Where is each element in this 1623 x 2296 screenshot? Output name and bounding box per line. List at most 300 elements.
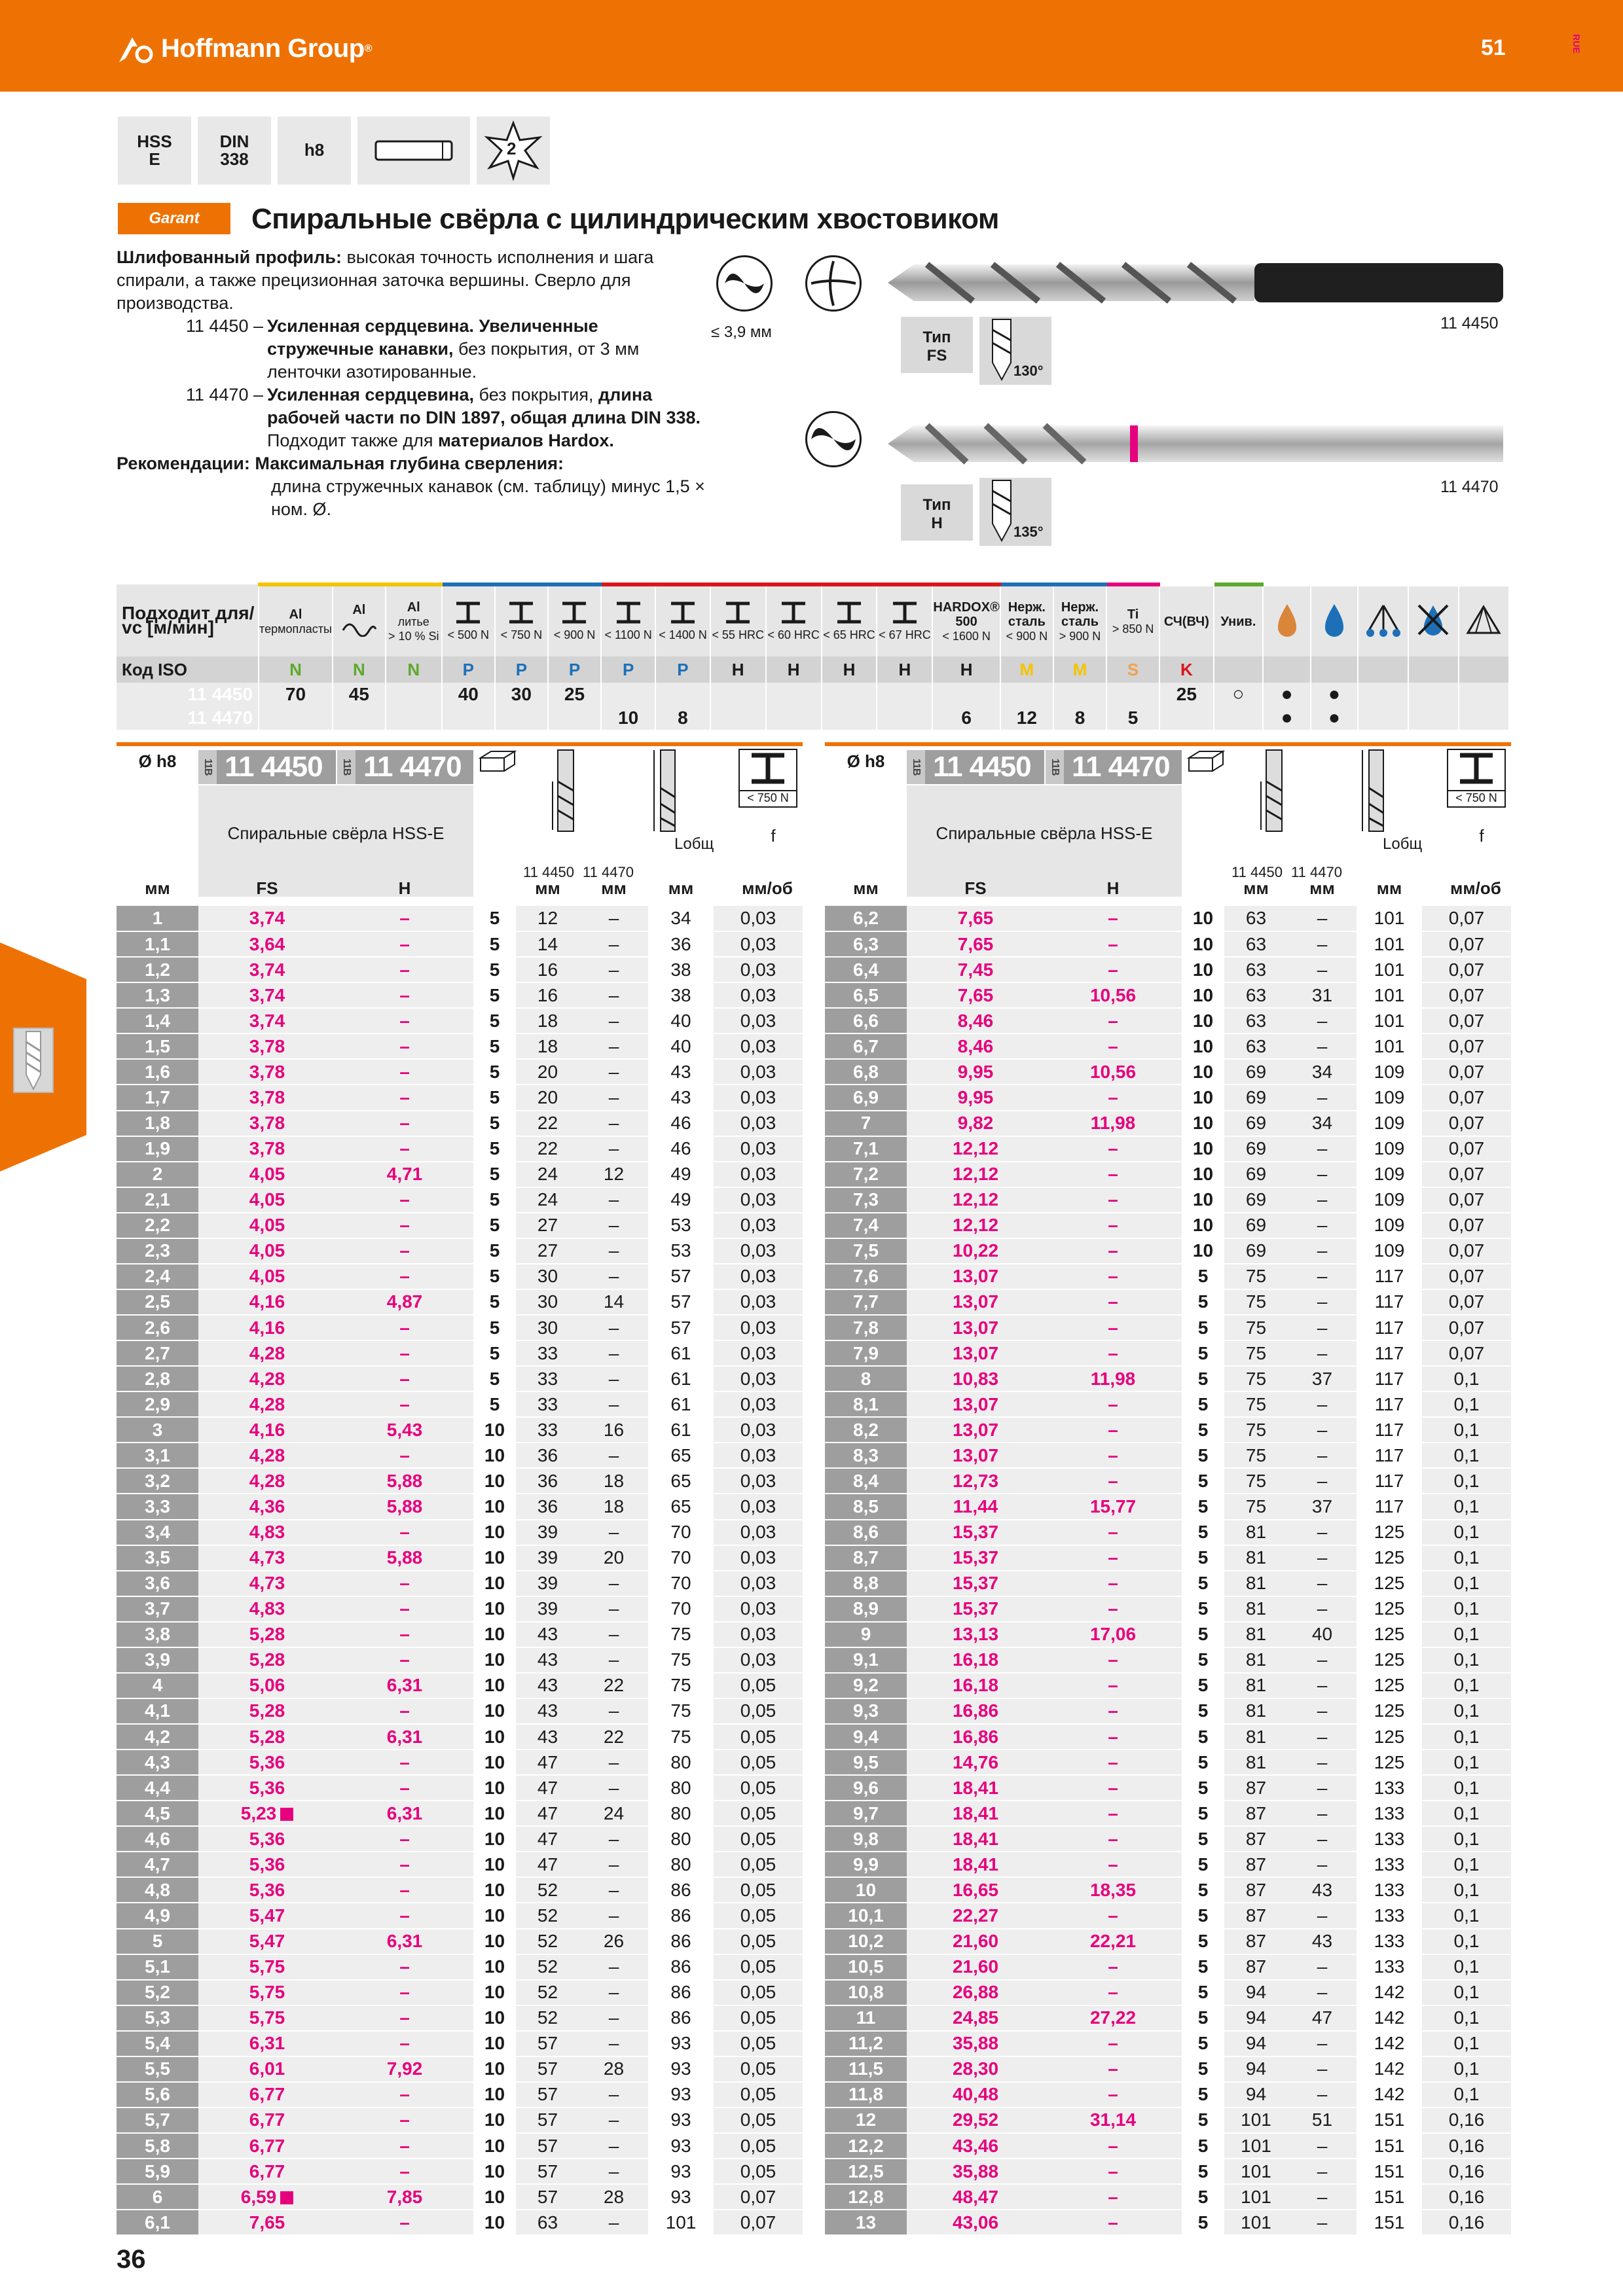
flute-length-114470-cell: 37 — [1288, 1494, 1357, 1519]
flute-length-114470-cell: – — [1288, 1545, 1357, 1571]
pack-qty-cell: 5 — [1182, 1801, 1224, 1826]
material-column-7 — [655, 584, 710, 656]
price-h-cell: – — [336, 2133, 473, 2159]
pack-qty-cell: 10 — [473, 1443, 516, 1468]
table-row — [825, 1545, 1511, 1571]
flute-length-114470-cell: – — [579, 1059, 648, 1085]
total-length-cell: 65 — [648, 1443, 714, 1468]
table-row — [117, 1571, 803, 1596]
total-length-cell: 142 — [1357, 2005, 1422, 2031]
price-h-cell: – — [1044, 1315, 1182, 1340]
diameter-cell: 4,9 — [117, 1903, 198, 1928]
flute-length-114470-cell: – — [1288, 1213, 1357, 1238]
feed-cell: 0,1 — [1422, 1366, 1511, 1391]
standard-badge: DIN 338 — [198, 117, 271, 185]
total-length-cell: 86 — [648, 1877, 714, 1903]
flute-length-114450-cell: 63 — [1224, 906, 1288, 931]
product-name: Спиральные свёрла HSS-E — [936, 823, 1153, 843]
flute-length-114450-cell: 27 — [516, 1213, 579, 1238]
diameter-cell: 7,7 — [825, 1289, 907, 1315]
flute-length-114450-cell: 47 — [516, 1749, 579, 1775]
flute-length-114470-cell: – — [1288, 1826, 1357, 1852]
diameter-cell: 9,9 — [825, 1852, 907, 1877]
column-title: Al — [352, 603, 366, 617]
price-h-cell: – — [336, 982, 473, 1008]
table-row — [117, 1673, 803, 1698]
price-h-cell: – — [1044, 1596, 1182, 1622]
article-114450-header — [198, 750, 336, 784]
price-h-cell: – — [336, 1520, 473, 1545]
flute-length-114470-cell: – — [1288, 1289, 1357, 1315]
unit-label: FS — [256, 878, 278, 898]
unit-label: мм — [145, 878, 170, 898]
price-h-cell: – — [1044, 1954, 1182, 1980]
price-fs-cell: 5,36 — [198, 1852, 336, 1877]
unit-label: мм — [668, 878, 694, 898]
pack-qty-cell: 5 — [1182, 1494, 1224, 1519]
suitability-value — [822, 683, 877, 706]
feed-cell: 0,05 — [714, 1826, 803, 1852]
column-subtitle: > 900 N — [1059, 629, 1101, 643]
diameter-cell: 9,3 — [825, 1698, 907, 1724]
price-h-cell: 31,14 — [1044, 2108, 1182, 2133]
table-row — [825, 906, 1511, 931]
pack-qty-cell: 10 — [473, 1852, 516, 1877]
unit-label: мм — [1309, 878, 1335, 898]
feed-cell: 0,07 — [1422, 1111, 1511, 1136]
table-row — [825, 1980, 1511, 2005]
flute-length-114470-cell: – — [579, 1033, 648, 1059]
diameter-cell: 8,3 — [825, 1443, 907, 1468]
table-row — [825, 1775, 1511, 1801]
total-length-cell: 40 — [648, 1033, 714, 1059]
table-row — [825, 1111, 1511, 1136]
pack-qty-cell: 5 — [473, 1162, 516, 1187]
column-subtitle: < 60 HRC — [767, 628, 820, 641]
feed-cell: 0,07 — [1422, 1059, 1511, 1085]
suitability-value — [601, 683, 655, 706]
diameter-cell: 8,1 — [825, 1391, 907, 1417]
diameter-cell: 11,2 — [825, 2031, 907, 2056]
price-h-cell: – — [1044, 931, 1182, 957]
table-row — [825, 1085, 1511, 1110]
flute-length-114470-cell: – — [579, 1187, 648, 1213]
flute-length-114470-cell: – — [579, 1954, 648, 1980]
suitability-value: 45 — [333, 683, 386, 706]
article-tag: 11B — [337, 750, 356, 784]
price-fs-cell: 7,65 — [907, 931, 1044, 957]
diameter-cell: 10,1 — [825, 1903, 907, 1928]
pack-qty-cell: 10 — [1182, 1238, 1224, 1264]
feed-cell: 0,05 — [714, 2056, 803, 2082]
feed-cell: 0,03 — [714, 1571, 803, 1596]
feed-cell: 0,05 — [714, 1801, 803, 1826]
flute-length-114470-cell: 26 — [579, 1929, 648, 1954]
price-fs-cell: 9,95 — [907, 1059, 1044, 1085]
table-row — [117, 1647, 803, 1673]
feed-cell: 0,03 — [714, 1213, 803, 1238]
flute-length-114470-cell: – — [1288, 1443, 1357, 1468]
table-row — [825, 1903, 1511, 1928]
price-h-cell: – — [336, 1187, 473, 1213]
iso-code-6: P — [601, 656, 655, 683]
price-h-cell: – — [1044, 2031, 1182, 2056]
total-length-cell: 133 — [1357, 1852, 1422, 1877]
table-row — [117, 1852, 803, 1877]
table-row — [117, 1775, 803, 1801]
flute-length-114470-cell: – — [579, 1264, 648, 1289]
price-fs-cell: 9,95 — [907, 1085, 1044, 1110]
drill-section-icon — [13, 1028, 54, 1093]
material-column-16 — [1159, 584, 1213, 656]
total-length-cell: 117 — [1357, 1289, 1422, 1315]
price-fs-cell: 8,46 — [907, 1008, 1044, 1033]
flute-length-114470-cell: – — [1288, 1085, 1357, 1110]
flute-length-114450-cell: 101 — [1224, 2210, 1288, 2235]
total-length-cell: 46 — [648, 1136, 714, 1162]
flute-length-114450-cell: 101 — [1224, 2108, 1288, 2133]
pack-qty-cell: 10 — [473, 1801, 516, 1826]
pack-qty-cell: 10 — [1182, 1162, 1224, 1187]
total-length-cell: 57 — [648, 1264, 714, 1289]
feed-cell: 0,07 — [1422, 1085, 1511, 1110]
diameter-cell: 7 — [825, 1111, 907, 1136]
feed-cell: 0,1 — [1422, 1801, 1511, 1826]
flute-length-114470-cell: 47 — [1288, 2005, 1357, 2031]
pack-qty-cell: 5 — [473, 1366, 516, 1391]
unit-label: мм/об — [1450, 878, 1501, 898]
feed-cell: 0,03 — [714, 1366, 803, 1391]
diameter-cell: 1,2 — [117, 957, 198, 982]
price-fs-cell: 16,86 — [907, 1698, 1044, 1724]
flute-length-114450-cell: 75 — [1224, 1340, 1288, 1366]
pack-qty-cell: 10 — [473, 2082, 516, 2108]
price-fs-cell: 3,78 — [198, 1033, 336, 1059]
total-length-cell: 86 — [648, 1903, 714, 1928]
pack-qty-cell: 5 — [473, 1085, 516, 1110]
flute-length-114470-cell: 18 — [579, 1494, 648, 1519]
oil-drop-icon — [1263, 584, 1310, 656]
table-row — [825, 2133, 1511, 2159]
total-length-cell: 142 — [1357, 2056, 1422, 2082]
pack-qty-cell: 5 — [1182, 1366, 1224, 1391]
diameter-cell: 3,6 — [117, 1571, 198, 1596]
price-fs-cell: 26,88 — [907, 1980, 1044, 2005]
flute-length-114450-cell: 57 — [516, 2108, 579, 2133]
suitability-value — [1408, 706, 1458, 730]
table-row — [117, 1724, 803, 1749]
table-row — [117, 1391, 803, 1417]
total-length-cell: 125 — [1357, 1571, 1422, 1596]
price-fs-cell: 4,73 — [198, 1571, 336, 1596]
price-h-cell: – — [336, 1954, 473, 1980]
flute-length-114450-cell: 87 — [1224, 1903, 1288, 1928]
diameter-cell: 8,7 — [825, 1545, 907, 1571]
price-fs-cell: 12,12 — [907, 1213, 1044, 1238]
flute-length-114450-cell: 63 — [1224, 982, 1288, 1008]
price-fs-cell: 15,37 — [907, 1571, 1044, 1596]
flute-length-114450-cell: 52 — [516, 2005, 579, 2031]
table-row — [825, 2184, 1511, 2210]
column-title: HARDOX® 500 — [933, 600, 1000, 629]
price-fs-cell: 18,41 — [907, 1801, 1044, 1826]
flute-length-114450-cell: 63 — [1224, 957, 1288, 982]
flute-length-114450-cell: 57 — [516, 2184, 579, 2210]
flute-length-114450-cell: 43 — [516, 1622, 579, 1647]
flute-length-114470-cell: – — [579, 1698, 648, 1724]
table-row — [825, 2005, 1511, 2031]
price-h-cell: – — [336, 1111, 473, 1136]
price-h-cell: – — [1044, 957, 1182, 982]
table-row — [117, 1085, 803, 1110]
price-fs-cell: 4,05 — [198, 1264, 336, 1289]
price-fs-cell: 22,27 — [907, 1903, 1044, 1928]
diameter-cell: 7,6 — [825, 1264, 907, 1289]
flute-length-114470-cell: – — [579, 1647, 648, 1673]
price-fs-cell: 3,74 — [198, 1008, 336, 1033]
pack-qty-cell: 5 — [1182, 1852, 1224, 1877]
flute-length-114470-cell: – — [1288, 1391, 1357, 1417]
feed-cell: 0,1 — [1422, 1980, 1511, 2005]
price-fs-cell: 4,28 — [198, 1391, 336, 1417]
table-row — [825, 1187, 1511, 1213]
diameter-cell: 10,8 — [825, 1980, 907, 2005]
price-h-cell: – — [1044, 1801, 1182, 1826]
feed-cell: 0,03 — [714, 1494, 803, 1519]
feed-cell: 0,03 — [714, 1647, 803, 1673]
flute-length-114450-cell: 94 — [1224, 2031, 1288, 2056]
total-length-cell: 38 — [648, 957, 714, 982]
price-h-cell: – — [1044, 1162, 1182, 1187]
price-h-cell: 7,92 — [336, 2056, 473, 2082]
flute-length-label-114450: 11 4450 — [1231, 864, 1283, 880]
flute-length-114450-cell: 22 — [516, 1136, 579, 1162]
price-h-cell: – — [336, 1340, 473, 1366]
flute-length-114470-cell: – — [1288, 1008, 1357, 1033]
diameter-cell: 7,8 — [825, 1315, 907, 1340]
flute-length-114470-cell: 51 — [1288, 2108, 1357, 2133]
total-length-cell: 80 — [648, 1852, 714, 1877]
total-length-cell: 57 — [648, 1289, 714, 1315]
flute-length-114450-cell: 75 — [1224, 1443, 1288, 1468]
total-length-cell: 38 — [648, 982, 714, 1008]
feed-cell: 0,1 — [1422, 1468, 1511, 1494]
flute-length-114470-cell: – — [1288, 2210, 1357, 2235]
diameter-cell: 9,6 — [825, 1775, 907, 1801]
suitability-value: ● — [1263, 706, 1310, 730]
hoffmann-logo-icon — [118, 35, 156, 63]
flute-length-114450-cell: 75 — [1224, 1468, 1288, 1494]
flute-length-114450-cell: 75 — [1224, 1494, 1288, 1519]
pack-qty-cell: 5 — [1182, 1954, 1224, 1980]
suitability-value — [1053, 683, 1106, 706]
diameter-cell: 4,8 — [117, 1877, 198, 1903]
pack-qty-cell: 5 — [1182, 2159, 1224, 2184]
suitability-value: 30 — [495, 683, 548, 706]
table-row — [117, 1111, 803, 1136]
table-row — [117, 2184, 803, 2210]
table-row — [825, 1315, 1511, 1340]
total-length-cell: 133 — [1357, 1877, 1422, 1903]
price-h-cell: – — [1044, 1520, 1182, 1545]
flute-length-114470-cell: – — [579, 1596, 648, 1622]
unit-label: мм — [535, 878, 560, 898]
flute-length-114470-cell: – — [579, 1571, 648, 1596]
flute-length-114470-cell: – — [579, 2082, 648, 2108]
feed-cell: 0,1 — [1422, 2005, 1511, 2031]
feed-cell: 0,1 — [1422, 1749, 1511, 1775]
diameter-cell: 1 — [117, 906, 198, 931]
spec-badges — [118, 117, 550, 185]
flute-length-114450-cell: 81 — [1224, 1647, 1288, 1673]
table-top-line — [117, 742, 803, 746]
column-title: Унив. — [1220, 614, 1256, 629]
table-row — [117, 1596, 803, 1622]
price-fs-cell: 28,30 — [907, 2056, 1044, 2082]
diameter-cell: 2,6 — [117, 1315, 198, 1340]
table-row — [825, 1033, 1511, 1059]
table-row — [117, 1008, 803, 1033]
flute-length-114470-cell: – — [1288, 1852, 1357, 1877]
total-length-cell: 93 — [648, 2082, 714, 2108]
price-h-cell: – — [336, 1571, 473, 1596]
suitability-value — [548, 706, 601, 730]
article-number: 11 4450 — [933, 751, 1031, 783]
iso-code-19 — [1311, 656, 1358, 683]
price-h-cell: 5,43 — [336, 1417, 473, 1443]
feed-cell: 0,1 — [1422, 1571, 1511, 1596]
flute-length-114450-cell: 57 — [516, 2159, 579, 2184]
diameter-cell: 12,2 — [825, 2133, 907, 2159]
flute-length-114470-cell: 34 — [1288, 1059, 1357, 1085]
flute-length-114470-cell: – — [579, 1622, 648, 1647]
price-fs-cell: 4,83 — [198, 1520, 336, 1545]
price-h-cell: – — [1044, 1852, 1182, 1877]
flute-length-114470-cell: 24 — [579, 1801, 648, 1826]
diameter-cell: 1,6 — [117, 1059, 198, 1085]
diameter-label: Ø h8 — [138, 751, 177, 771]
pack-qty-cell: 5 — [473, 1340, 516, 1366]
price-fs-cell: 3,78 — [198, 1111, 336, 1136]
material-column-6 — [601, 584, 655, 656]
price-fs-cell: 4,28 — [198, 1468, 336, 1494]
price-fs-cell: 24,85 — [907, 2005, 1044, 2031]
pack-qty-cell: 10 — [473, 1545, 516, 1571]
price-fs-cell: 15,37 — [907, 1545, 1044, 1571]
flute-length-114450-cell: 52 — [516, 1929, 579, 1954]
table-row — [825, 1596, 1511, 1622]
suitability-value: 70 — [259, 683, 333, 706]
diameter-cell: 1,1 — [117, 931, 198, 957]
price-h-cell: – — [336, 1085, 473, 1110]
suitability-value: ● — [1263, 683, 1310, 706]
force-label: < 750 N — [740, 790, 796, 805]
new-item-marker-icon — [280, 2191, 293, 2204]
table-row — [825, 1852, 1511, 1877]
pack-qty-cell: 5 — [1182, 1749, 1224, 1775]
price-h-cell: – — [336, 1315, 473, 1340]
table-row — [117, 982, 803, 1008]
table-row — [825, 2159, 1511, 2184]
column-subtitle: < 1600 N — [942, 629, 991, 643]
feed-cell: 0,03 — [714, 1289, 803, 1315]
diameter-cell: 6,8 — [825, 1059, 907, 1085]
suitability-value: ● — [1311, 706, 1358, 730]
price-fs-cell: 16,86 — [907, 1724, 1044, 1749]
total-length-cell: 80 — [648, 1801, 714, 1826]
price-h-cell: – — [336, 2031, 473, 2056]
unit-label: мм — [1376, 878, 1402, 898]
diameter-cell: 8 — [825, 1366, 907, 1391]
table-row — [117, 1877, 803, 1903]
diameter-cell: 5,5 — [117, 2056, 198, 2082]
total-length-cell: 80 — [648, 1749, 714, 1775]
flute-length-114470-cell: – — [1288, 1264, 1357, 1289]
steel-beam-icon — [602, 601, 655, 628]
feed-cell: 0,07 — [1422, 1162, 1511, 1187]
feed-cell: 0,1 — [1422, 1520, 1511, 1545]
flute-length-114470-cell: 34 — [1288, 1111, 1357, 1136]
table-row — [117, 1162, 803, 1187]
angle-130: 130° — [1013, 363, 1044, 379]
flute-length-114470-cell: – — [579, 1136, 648, 1162]
total-length-cell: 125 — [1357, 1749, 1422, 1775]
flute-length-114470-cell: 28 — [579, 2056, 648, 2082]
flute-length-114450-cell: 81 — [1224, 1596, 1288, 1622]
flute-length-114470-cell: – — [1288, 1136, 1357, 1162]
material-column-2 — [386, 584, 442, 656]
flute-length-114450-cell: 75 — [1224, 1264, 1288, 1289]
price-h-cell: 17,06 — [1044, 1622, 1182, 1647]
price-fs-cell: 3,78 — [198, 1085, 336, 1110]
total-length-cell: 65 — [648, 1468, 714, 1494]
diameter-cell: 11 — [825, 2005, 907, 2031]
feed-cell: 0,05 — [714, 1852, 803, 1877]
feed-cell: 0,05 — [714, 1980, 803, 2005]
table-row — [825, 1417, 1511, 1443]
angle-135: 135° — [1013, 524, 1044, 540]
total-length-cell: 93 — [648, 2056, 714, 2082]
iso-code-14: M — [1053, 656, 1106, 683]
total-length-cell: 125 — [1357, 1596, 1422, 1622]
price-fs-cell: 4,28 — [198, 1443, 336, 1468]
total-length-cell: 133 — [1357, 1954, 1422, 1980]
flute-length-114450-cell: 87 — [1224, 1852, 1288, 1877]
price-h-cell: 15,77 — [1044, 1494, 1182, 1519]
flute-length-114470-cell: – — [1288, 1954, 1357, 1980]
price-h-cell: – — [336, 1443, 473, 1468]
feed-cell: 0,05 — [714, 1929, 803, 1954]
pack-qty-cell: 10 — [473, 1929, 516, 1954]
diameter-cell: 3,4 — [117, 1520, 198, 1545]
cross-section-icon — [716, 255, 773, 312]
table-row — [117, 931, 803, 957]
material-column-14 — [1053, 584, 1106, 656]
column-subtitle: < 900 N — [1006, 629, 1048, 643]
price-h-cell: – — [1044, 2159, 1182, 2184]
feed-cell: 0,1 — [1422, 1391, 1511, 1417]
feed-cell: 0,03 — [714, 931, 803, 957]
price-fs-cell: 5,75 — [198, 2005, 336, 2031]
feed-cell: 0,07 — [1422, 1033, 1511, 1059]
pack-qty-cell: 5 — [473, 1008, 516, 1033]
pack-qty-cell: 5 — [1182, 1826, 1224, 1852]
table-row — [117, 1289, 803, 1315]
price-fs-cell: 48,47 — [907, 2184, 1044, 2210]
flute-length-114450-cell: 94 — [1224, 2005, 1288, 2031]
price-fs-cell: 5,23 — [198, 1801, 336, 1826]
price-h-cell: – — [1044, 1698, 1182, 1724]
